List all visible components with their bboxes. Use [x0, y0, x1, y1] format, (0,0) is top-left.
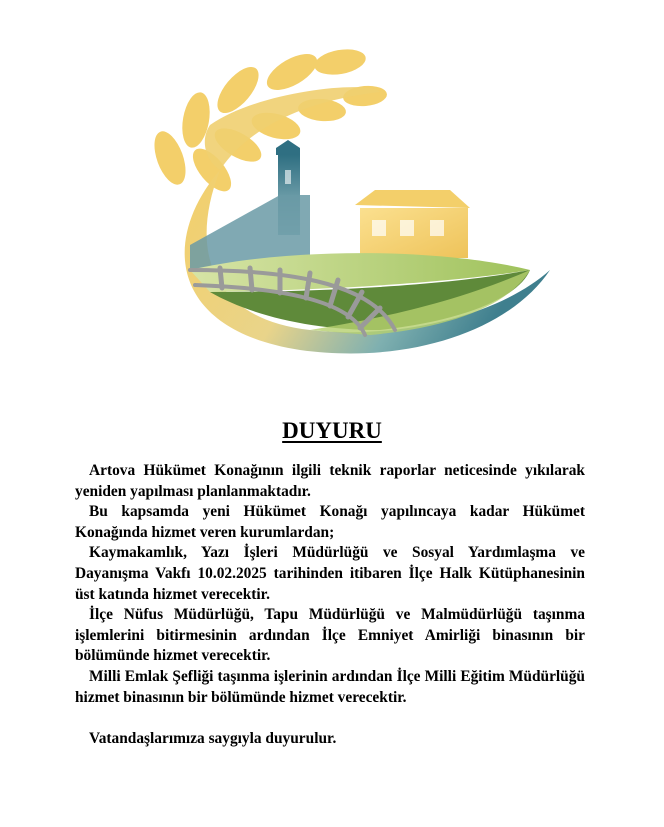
announcement-closing: Vatandaşlarımıza saygıyla duyurulur. [89, 730, 337, 748]
announcement-paragraph: Bu kapsamda yeni Hükümet Konağı yapılıncaya kadar Hükümet Konağında hizmet veren kurumlardan; [75, 503, 585, 541]
announcement-body [75, 461, 585, 750]
announcement-paragraph: Kaymakamlık, Yazı İşleri Müdürlüğü ve Sosyal Yardımlaşma ve Dayanışma Vakfı 10.02.2025 tarihinden itibaren İlçe Halk Kütüphanesinin üst katında hizmet verecektir. [75, 544, 585, 603]
announcement-paragraph: İlçe Nüfus Müdürlüğü, Tapu Müdürlüğü ve Malmüdürlüğü taşınma işlemlerini bitirmesinin ardından İlçe Emniyet Amirliği binasının bir bölümünde hizmet verecektir. [75, 606, 585, 665]
artova-logo [150, 30, 550, 360]
house-icon [355, 190, 470, 258]
announcement-paragraph: Artova Hükümet Konağının ilgili teknik raporlar neticesinde yıkılarak yeniden yapılması planlanmaktadır. [75, 462, 585, 500]
artova-logo-icon [150, 30, 550, 360]
announcement-paragraph: Milli Emlak Şefliği taşınma işlerinin ardından İlçe Milli Eğitim Müdürlüğü hizmet binasının bir bölümünde hizmet verecektir. [75, 667, 585, 706]
announcement-title: DUYURU [282, 418, 382, 443]
